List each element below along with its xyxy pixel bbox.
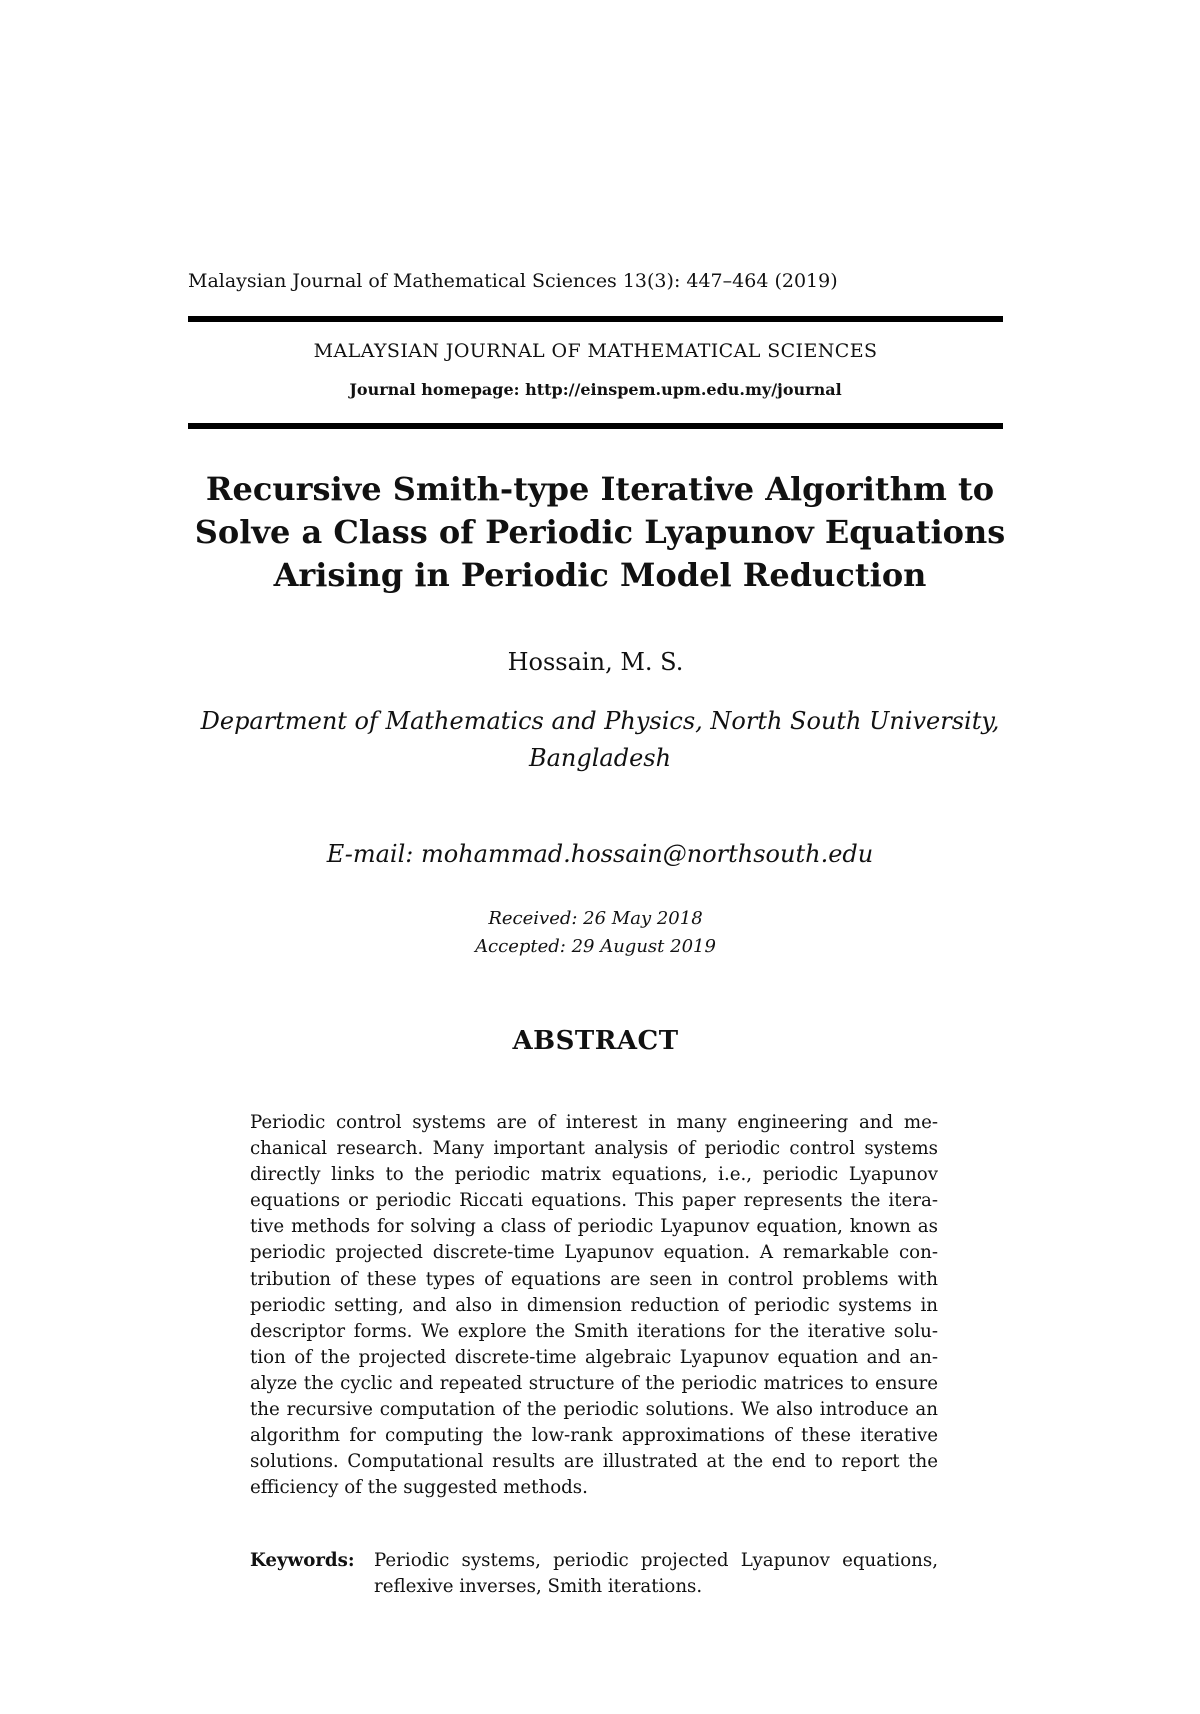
abstract-line: periodic setting, and also in dimension reduction of periodic systems in: [250, 1294, 938, 1316]
keywords-text: [374, 1548, 938, 1600]
title-line: Solve a Class of Periodic Lyapunov Equations: [194, 513, 1006, 551]
abstract-line: efficiency of the suggested methods.: [250, 1477, 588, 1499]
affiliation-line: Bangladesh: [528, 744, 672, 772]
abstract-line: solutions. Computational results are illustrated at the end to report the: [250, 1451, 938, 1473]
paper-title: [150, 468, 1050, 597]
homepage-label: Journal homepage:: [349, 380, 520, 399]
keywords-line: Periodic systems, periodic projected Lyapunov equations,: [374, 1550, 938, 1571]
homepage-link[interactable]: http://einspem.upm.edu.my/journal: [525, 380, 842, 399]
abstract-line: directly links to the periodic matrix equations, i.e., periodic Lyapunov: [250, 1164, 938, 1186]
title-line: Arising in Periodic Model Reduction: [273, 556, 927, 594]
accepted-date: Accepted: 29 August 2019: [475, 936, 716, 957]
journal-homepage: [188, 380, 1003, 399]
abstract-line: descriptor forms. We explore the Smith iterations for the iterative solu-: [250, 1320, 938, 1342]
abstract-line: equations or periodic Riccati equations. This paper represents the itera-: [250, 1190, 938, 1212]
abstract-line: tion of the projected discrete-time algebraic Lyapunov equation and an-: [250, 1346, 938, 1368]
received-date: Received: 26 May 2018: [488, 908, 703, 929]
author-name: Hossain, M. S.: [507, 648, 684, 676]
journal-name: MALAYSIAN JOURNAL OF MATHEMATICAL SCIENCES: [313, 340, 878, 362]
abstract-line: tribution of these types of equations are seen in control problems with: [250, 1268, 938, 1290]
abstract-heading: ABSTRACT: [512, 1026, 679, 1056]
abstract-body: [250, 1110, 938, 1501]
abstract-line: tive methods for solving a class of periodic Lyapunov equation, known as: [250, 1216, 938, 1238]
abstract-line: the recursive computation of the periodic solutions. We also introduce an: [250, 1399, 938, 1421]
keywords-label: Keywords:: [250, 1550, 355, 1571]
affiliation-line: Department of Mathematics and Physics, North South University,: [200, 707, 1000, 735]
header-bottom-rule: [188, 423, 1003, 429]
abstract-line: algorithm for computing the low-rank approximations of these iterative: [250, 1425, 938, 1447]
journal-citation: Malaysian Journal of Mathematical Sciences 13(3): 447–464 (2019): [188, 270, 838, 292]
abstract-line: chanical research. Many important analysis of periodic control systems: [250, 1138, 938, 1160]
title-line: Recursive Smith-type Iterative Algorithm to: [205, 470, 995, 508]
author-email[interactable]: E-mail: mohammad.hossain@northsouth.edu: [326, 840, 874, 868]
abstract-line: periodic projected discrete-time Lyapunov equation. A remarkable con-: [250, 1242, 938, 1264]
submission-dates: [188, 905, 1003, 961]
abstract-line: alyze the cyclic and repeated structure of the periodic matrices to ensure: [250, 1372, 938, 1394]
author-affiliation: [150, 703, 1050, 777]
keywords-line: reflexive inverses, Smith iterations.: [374, 1576, 703, 1597]
header-top-rule: [188, 316, 1003, 322]
abstract-line: Periodic control systems are of interest in many engineering and me-: [250, 1112, 938, 1133]
